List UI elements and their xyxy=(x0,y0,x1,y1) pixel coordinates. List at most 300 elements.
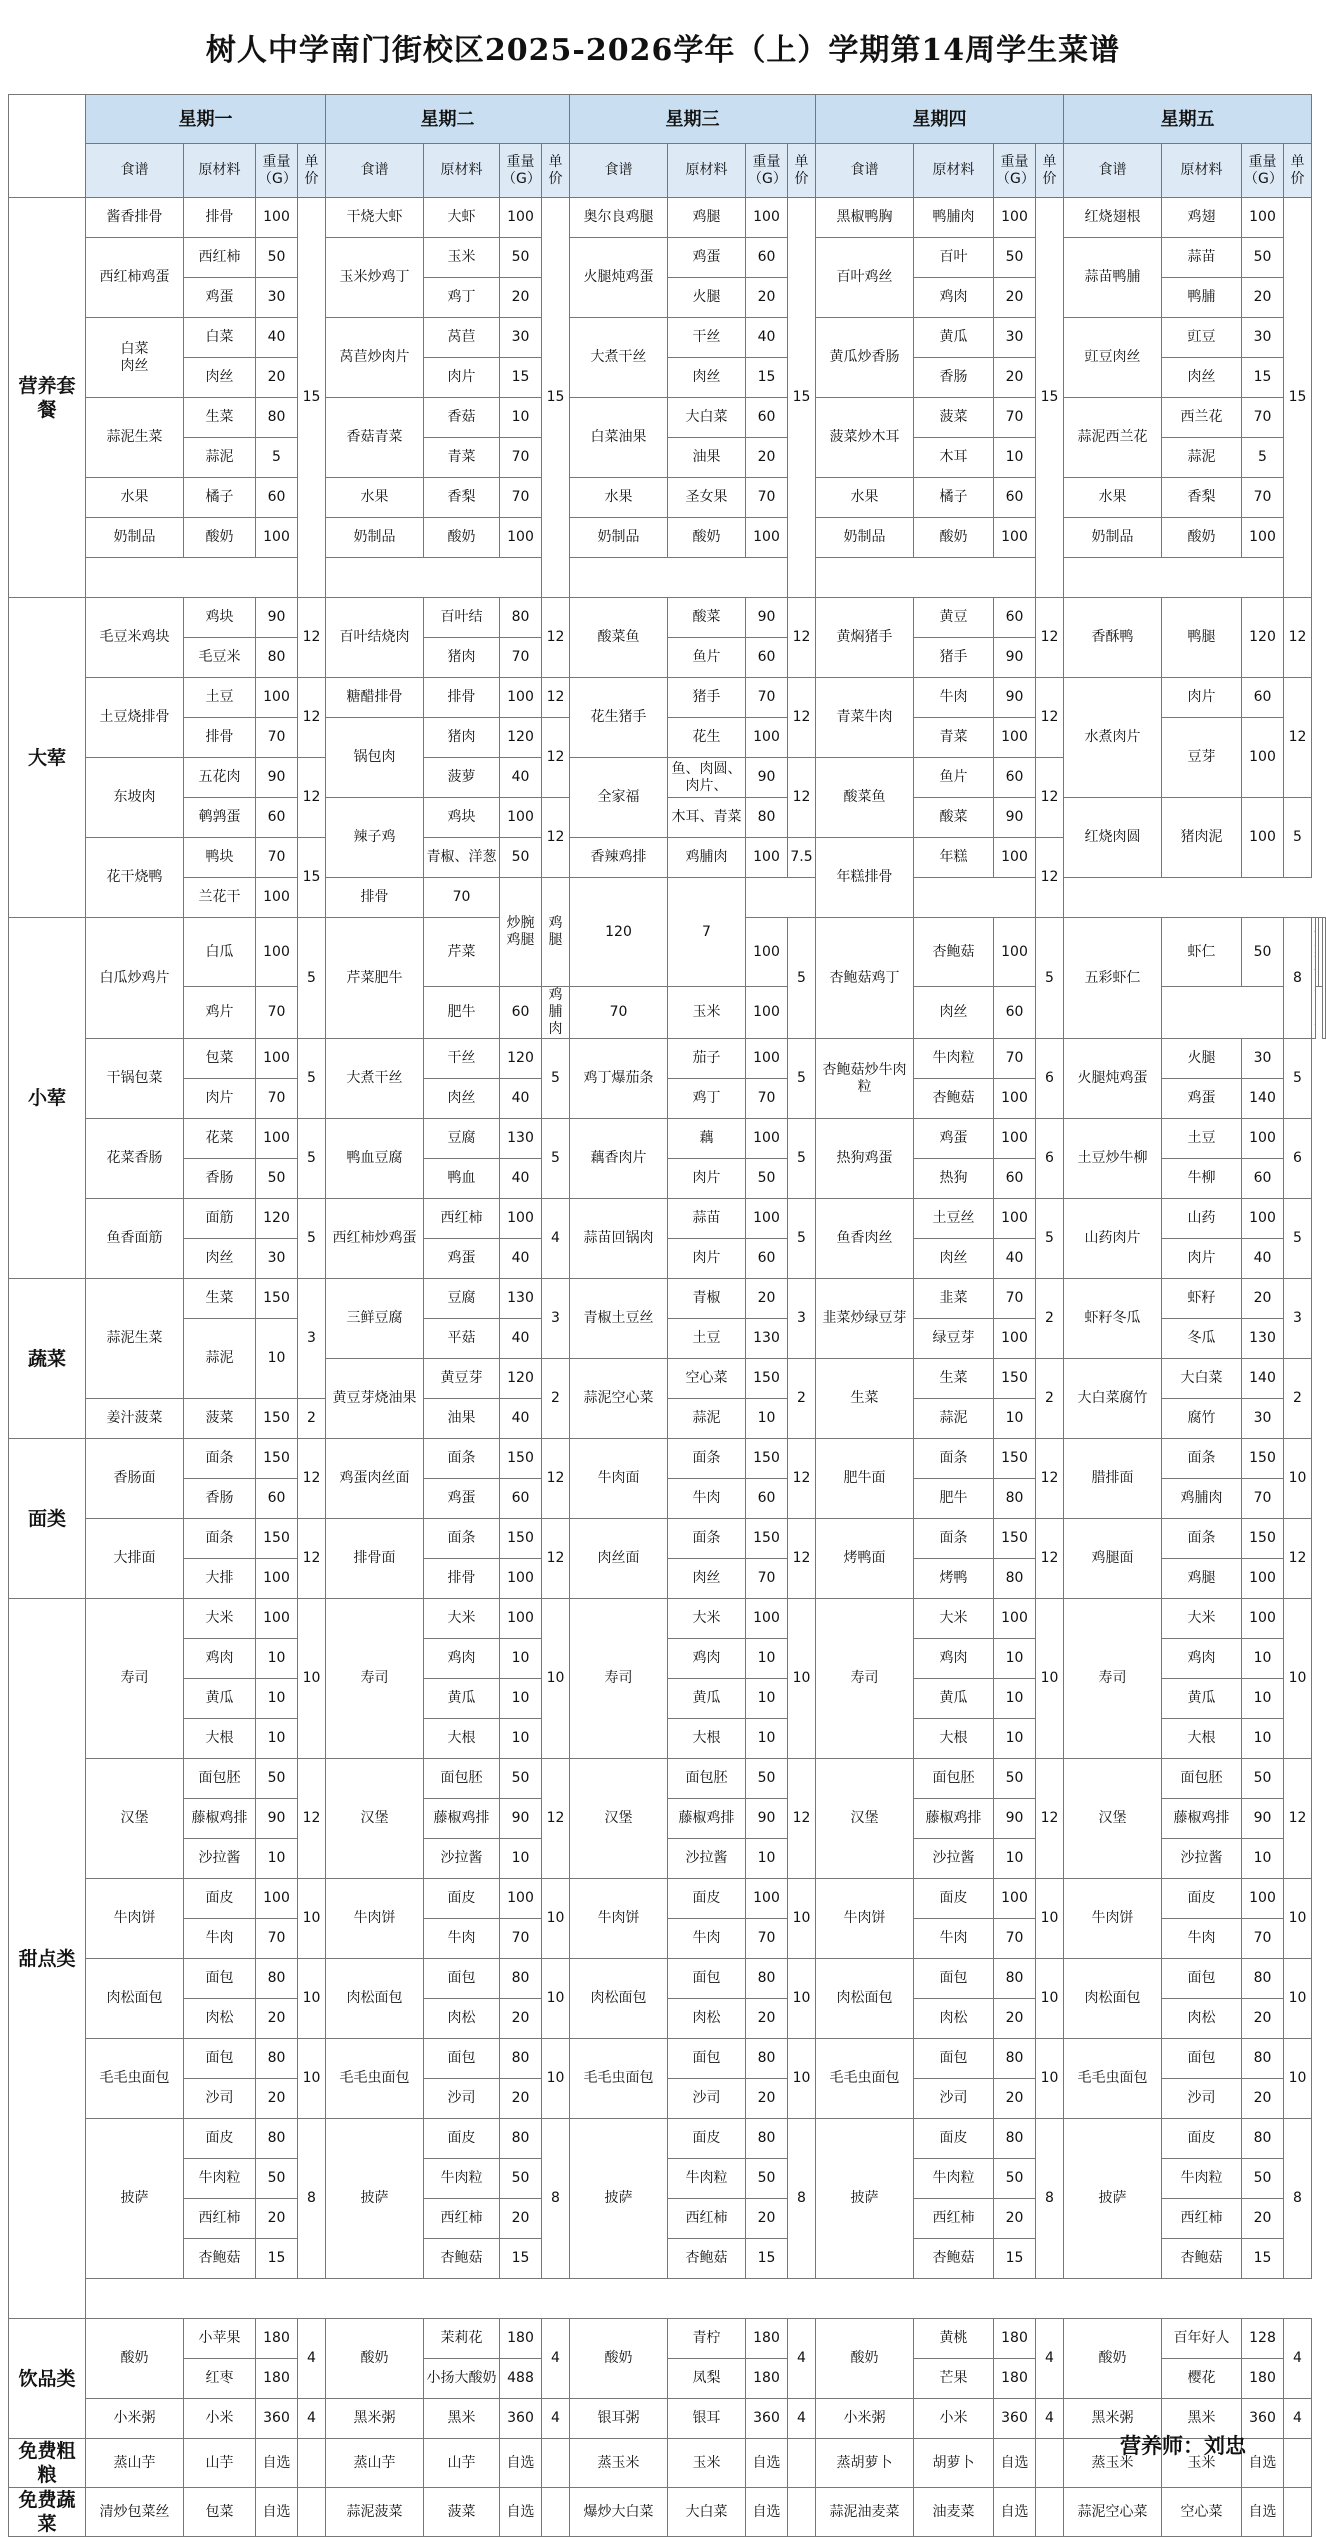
weight-cell: 40 xyxy=(500,1319,542,1359)
dish-name: 肉松面包 xyxy=(1064,1959,1162,2039)
weight-cell: 100 xyxy=(746,718,788,758)
dish-name: 五彩虾仁 xyxy=(1064,918,1162,1039)
weight-cell: 70 xyxy=(570,987,668,1039)
ingredient-cell: 藤椒鸡排 xyxy=(668,1799,746,1839)
weight-cell: 70 xyxy=(746,678,788,718)
weight-cell: 100 xyxy=(1242,1599,1284,1639)
weight-cell: 80 xyxy=(256,1959,298,1999)
ingredient-cell: 百叶 xyxy=(914,238,994,278)
dish-name: 香酥鸭 xyxy=(1064,598,1162,678)
ingredient-cell: 包菜 xyxy=(184,2488,256,2537)
page-title: 树人中学南门街校区2025-2026学年（上）学期第14周学生菜谱 xyxy=(205,33,1121,68)
weight-cell: 70 xyxy=(256,987,298,1039)
weight-cell: 100 xyxy=(256,1879,298,1919)
ingredient-cell: 大米 xyxy=(424,1599,500,1639)
dish-name: 鸡丁爆茄条 xyxy=(570,1039,668,1119)
ingredient-cell: 牛肉粒 xyxy=(914,1039,994,1079)
price-cell: 10 xyxy=(1036,1599,1064,1759)
price-cell: 10 xyxy=(542,1959,570,2039)
dish-name: 毛毛虫面包 xyxy=(86,2039,184,2119)
ingredient-cell: 大米 xyxy=(184,1599,256,1639)
dish-name: 蒜泥菠菜 xyxy=(326,2488,424,2537)
price-cell: 12 xyxy=(1284,678,1312,798)
weight-cell: 90 xyxy=(746,758,788,798)
weight-cell: 180 xyxy=(746,2359,788,2399)
weight-cell: 70 xyxy=(256,1079,298,1119)
dish-name: 糖醋排骨 xyxy=(326,678,424,718)
price-cell: 12 xyxy=(542,718,570,798)
dish-name: 寿司 xyxy=(570,1599,668,1759)
price-cell: 7.5 xyxy=(788,838,816,878)
ingredient-cell: 沙拉酱 xyxy=(1162,1839,1242,1879)
category-label: 营养套餐 xyxy=(9,198,86,598)
dish-name: 黑米粥 xyxy=(1064,2399,1162,2439)
weight-cell: 50 xyxy=(500,238,542,278)
ingredient-cell: 鸡肉 xyxy=(184,1639,256,1679)
dish-name: 虾籽冬瓜 xyxy=(1064,1279,1162,1359)
subheader-ingredient: 原材料 xyxy=(914,144,994,198)
weight-cell: 20 xyxy=(994,2199,1036,2239)
weight-cell: 60 xyxy=(746,1239,788,1279)
ingredient-cell: 肉丝 xyxy=(914,987,994,1039)
ingredient-cell: 大根 xyxy=(668,1719,746,1759)
price-cell: 2 xyxy=(298,1399,326,1439)
ingredient-cell: 鸡蛋 xyxy=(424,1239,500,1279)
weight-cell: 70 xyxy=(256,838,298,878)
ingredient-cell: 鱼片 xyxy=(668,638,746,678)
weight-cell: 90 xyxy=(994,638,1036,678)
ingredient-cell: 山芋 xyxy=(184,2439,256,2488)
ingredient-cell: 肉松 xyxy=(1162,1999,1242,2039)
table-row xyxy=(9,518,1326,558)
ingredient-cell: 蒜苗 xyxy=(668,1199,746,1239)
price-cell: 5 xyxy=(788,1039,816,1119)
ingredient-cell: 大根 xyxy=(1162,1719,1242,1759)
weight-cell: 150 xyxy=(746,1439,788,1479)
weight-cell: 50 xyxy=(256,2159,298,2199)
dish-name: 汉堡 xyxy=(86,1759,184,1879)
weight-cell: 70 xyxy=(1242,1919,1284,1959)
weight-cell: 60 xyxy=(746,398,788,438)
ingredient-cell: 樱花 xyxy=(1162,2359,1242,2399)
ingredient-cell: 杏鲍菇 xyxy=(184,2239,256,2279)
weight-cell: 40 xyxy=(994,1239,1036,1279)
weight-cell: 60 xyxy=(256,798,298,838)
dish-name: 蒜泥西兰花 xyxy=(1064,398,1162,478)
price-cell: 12 xyxy=(542,1439,570,1519)
price-cell: 10 xyxy=(1284,1439,1312,1519)
ingredient-cell: 酸奶 xyxy=(184,518,256,558)
weight-cell: 10 xyxy=(746,1639,788,1679)
ingredient-cell: 鸡肉 xyxy=(424,1639,500,1679)
price-cell: 10 xyxy=(1284,2039,1312,2119)
ingredient-cell: 菠菜 xyxy=(914,398,994,438)
category-label: 免费粗粮 xyxy=(9,2439,86,2488)
ingredient-cell: 黄瓜 xyxy=(1162,1679,1242,1719)
weight-cell: 130 xyxy=(500,1279,542,1319)
dish-name: 火腿炖鸡蛋 xyxy=(1064,1039,1162,1119)
ingredient-cell: 肉片 xyxy=(668,1159,746,1199)
ingredient-cell: 黄瓜 xyxy=(184,1679,256,1719)
ingredient-cell: 肉松 xyxy=(184,1999,256,2039)
weight-cell: 10 xyxy=(256,1319,298,1399)
price-cell: 12 xyxy=(298,678,326,758)
table-row xyxy=(9,2319,1326,2359)
weight-cell: 100 xyxy=(256,1599,298,1639)
ingredient-cell: 面条 xyxy=(424,1519,500,1559)
weight-cell: 80 xyxy=(1242,1959,1284,1999)
ingredient-cell: 牛肉 xyxy=(668,1479,746,1519)
weight-cell: 80 xyxy=(500,2119,542,2159)
dish-name: 豇豆肉丝 xyxy=(1064,318,1162,398)
ingredient-cell: 鸡丁 xyxy=(424,278,500,318)
ingredient-cell: 牛肉 xyxy=(424,1919,500,1959)
category-label: 大荤 xyxy=(9,598,86,918)
weight-cell: 自选 xyxy=(1242,2439,1284,2488)
ingredient-cell: 杏鲍菇 xyxy=(914,1079,994,1119)
price-cell: 12 xyxy=(788,1519,816,1599)
ingredient-cell: 黄瓜 xyxy=(424,1679,500,1719)
ingredient-cell: 玉米 xyxy=(668,2439,746,2488)
price-cell: 10 xyxy=(1036,2039,1064,2119)
ingredient-cell: 面皮 xyxy=(914,1879,994,1919)
ingredient-cell: 油麦菜 xyxy=(914,2488,994,2537)
price-cell: 4 xyxy=(542,2319,570,2399)
dish-name: 蒸玉米 xyxy=(1064,2439,1162,2488)
weight-cell: 80 xyxy=(746,2119,788,2159)
ingredient-cell: 鸡蛋 xyxy=(668,238,746,278)
weight-cell: 60 xyxy=(256,1479,298,1519)
ingredient-cell: 豇豆 xyxy=(1162,318,1242,358)
ingredient-cell: 肉片 xyxy=(424,358,500,398)
ingredient-cell: 肉丝 xyxy=(1162,358,1242,398)
weight-cell: 80 xyxy=(256,2119,298,2159)
weight-cell: 100 xyxy=(1242,1559,1284,1599)
weight-cell: 50 xyxy=(1242,238,1284,278)
price-cell: 12 xyxy=(542,1759,570,1879)
price-cell: 10 xyxy=(298,1879,326,1959)
dish-name: 黄瓜炒香肠 xyxy=(816,318,914,398)
ingredient-cell: 虾仁 xyxy=(1162,918,1242,987)
ingredient-cell: 大根 xyxy=(424,1719,500,1759)
ingredient-cell: 黑米 xyxy=(1162,2399,1242,2439)
weight-cell: 70 xyxy=(746,478,788,518)
ingredient-cell: 面皮 xyxy=(1162,1879,1242,1919)
ingredient-cell: 面包 xyxy=(184,1959,256,1999)
ingredient-cell: 生菜 xyxy=(184,1279,256,1319)
ingredient-cell: 面包胚 xyxy=(668,1759,746,1799)
ingredient-cell: 鸡蛋 xyxy=(424,1479,500,1519)
weight-cell: 100 xyxy=(994,838,1036,878)
price-cell: 15 xyxy=(1284,198,1312,598)
price-cell: 12 xyxy=(1036,1439,1064,1519)
weight-cell: 150 xyxy=(256,1519,298,1559)
ingredient-cell: 凤梨 xyxy=(668,2359,746,2399)
weight-cell: 100 xyxy=(994,1319,1036,1359)
dish-name: 花菜香肠 xyxy=(86,1119,184,1199)
weight-cell: 70 xyxy=(256,718,298,758)
weight-cell: 180 xyxy=(994,2359,1036,2399)
weight-cell: 10 xyxy=(994,1719,1036,1759)
ingredient-cell: 排骨 xyxy=(326,878,424,918)
dish-name: 蒜泥生菜 xyxy=(86,398,184,478)
price-cell: 12 xyxy=(298,758,326,838)
price-cell: 15 xyxy=(788,198,816,598)
ingredient-cell: 青柠 xyxy=(668,2319,746,2359)
weight-cell: 自选 xyxy=(746,2439,788,2488)
ingredient-cell: 西红柿 xyxy=(184,2199,256,2239)
ingredient-cell: 肉丝 xyxy=(424,1079,500,1119)
weight-cell: 50 xyxy=(500,1759,542,1799)
price-cell: 10 xyxy=(788,1879,816,1959)
dish-name: 披萨 xyxy=(1064,2119,1162,2279)
day-header: 星期一 xyxy=(86,95,326,144)
ingredient-cell: 鸭脯 xyxy=(1162,278,1242,318)
ingredient-cell: 橘子 xyxy=(914,478,994,518)
ingredient-cell: 西红柿 xyxy=(424,1199,500,1239)
price-cell: 12 xyxy=(1284,598,1312,678)
dish-name: 花生猪手 xyxy=(570,678,668,758)
ingredient-cell: 面条 xyxy=(184,1439,256,1479)
ingredient-cell: 绿豆芽 xyxy=(914,1319,994,1359)
weight-cell: 120 xyxy=(500,1039,542,1079)
ingredient-cell: 大米 xyxy=(1162,1599,1242,1639)
day-header: 星期四 xyxy=(816,95,1064,144)
ingredient-cell: 黑米 xyxy=(424,2399,500,2439)
weight-cell: 40 xyxy=(1242,1239,1284,1279)
weight-cell: 70 xyxy=(746,1079,788,1119)
dish-name: 寿司 xyxy=(326,1599,424,1759)
ingredient-cell: 肉片 xyxy=(668,1239,746,1279)
price-cell xyxy=(788,2439,816,2488)
weight-cell: 15 xyxy=(256,2239,298,2279)
dish-name: 寿司 xyxy=(86,1599,184,1759)
ingredient-cell: 肉松 xyxy=(424,1999,500,2039)
weight-cell: 20 xyxy=(256,2079,298,2119)
dish-name: 牛肉面 xyxy=(570,1439,668,1519)
ingredient-cell: 排骨 xyxy=(424,1559,500,1599)
weight-cell: 150 xyxy=(994,1519,1036,1559)
ingredient-cell: 芒果 xyxy=(914,2359,994,2399)
weight-cell: 10 xyxy=(994,1679,1036,1719)
weight-cell: 80 xyxy=(746,2039,788,2079)
weight-cell: 100 xyxy=(1242,1119,1284,1159)
weight-cell: 100 xyxy=(256,678,298,718)
ingredient-cell: 玉米 xyxy=(1162,2439,1242,2488)
weight-cell: 100 xyxy=(746,918,788,987)
dish-name: 酱香排骨 xyxy=(86,198,184,238)
corner-cell xyxy=(9,95,86,198)
weight-cell: 150 xyxy=(256,1439,298,1479)
ingredient-cell: 面皮 xyxy=(668,1879,746,1919)
weight-cell: 360 xyxy=(994,2399,1036,2439)
weight-cell: 100 xyxy=(256,1119,298,1159)
weight-cell: 20 xyxy=(746,438,788,478)
table-row xyxy=(9,318,1326,358)
weight-cell: 10 xyxy=(500,398,542,438)
weight-cell: 130 xyxy=(746,1319,788,1359)
ingredient-cell: 牛肉 xyxy=(914,1919,994,1959)
price-cell: 8 xyxy=(1284,2119,1312,2279)
ingredient-cell: 猪手 xyxy=(914,638,994,678)
ingredient-cell: 猪手 xyxy=(668,678,746,718)
dish-name: 鸡蛋肉丝面 xyxy=(326,1439,424,1519)
dish-name: 藕香肉片 xyxy=(570,1119,668,1199)
table-row xyxy=(9,2279,1326,2319)
ingredient-cell: 鸡脯肉 xyxy=(1162,1479,1242,1519)
ingredient-cell: 豆芽 xyxy=(1162,718,1242,798)
weight-cell: 40 xyxy=(500,758,542,798)
day-header: 星期三 xyxy=(570,95,816,144)
ingredient-cell: 西红柿 xyxy=(668,2199,746,2239)
weight-cell: 90 xyxy=(256,1799,298,1839)
table-row xyxy=(9,878,1326,918)
weight-cell: 15 xyxy=(1242,358,1284,398)
weight-cell: 80 xyxy=(256,638,298,678)
ingredient-cell: 白瓜 xyxy=(184,918,256,987)
dish-name: 玉米炒鸡丁 xyxy=(326,238,424,318)
dish-name: 披萨 xyxy=(570,2119,668,2279)
table-row xyxy=(9,1199,1326,1239)
price-cell: 12 xyxy=(298,1759,326,1879)
price-cell: 4 xyxy=(1284,2319,1312,2399)
ingredient-cell: 杏鲍菇 xyxy=(914,918,994,987)
ingredient-cell: 面条 xyxy=(914,1519,994,1559)
weight-cell: 60 xyxy=(256,478,298,518)
weight-cell: 70 xyxy=(500,438,542,478)
price-cell: 5 xyxy=(298,1199,326,1279)
weight-cell: 80 xyxy=(1242,2119,1284,2159)
table-row xyxy=(9,1599,1326,1639)
ingredient-cell: 腐竹 xyxy=(1162,1399,1242,1439)
dish-name: 水煮肉片 xyxy=(1064,678,1162,798)
price-cell xyxy=(1322,918,1326,1039)
ingredient-cell: 鸭块 xyxy=(184,838,256,878)
ingredient-cell: 猪肉 xyxy=(424,638,500,678)
dish-name: 清炒包菜丝 xyxy=(86,2488,184,2537)
subheader-ingredient: 原材料 xyxy=(668,144,746,198)
dish-name: 水果 xyxy=(326,478,424,518)
ingredient-cell: 西红柿 xyxy=(1162,2199,1242,2239)
price-cell: 10 xyxy=(788,1959,816,2039)
ingredient-cell: 鸭腿 xyxy=(1162,598,1242,678)
price-cell: 12 xyxy=(1036,838,1064,918)
table-row xyxy=(9,478,1326,518)
weight-cell: 100 xyxy=(746,198,788,238)
weight-cell: 60 xyxy=(500,1479,542,1519)
ingredient-cell: 肉丝 xyxy=(668,358,746,398)
ingredient-cell: 兰花干 xyxy=(184,878,256,918)
weight-cell: 50 xyxy=(500,838,542,878)
dish-name: 牛肉饼 xyxy=(1064,1879,1162,1959)
weight-cell: 70 xyxy=(500,1919,542,1959)
ingredient-cell: 芹菜 xyxy=(424,918,500,987)
subheader-ingredient: 原材料 xyxy=(424,144,500,198)
ingredient-cell: 沙拉酱 xyxy=(184,1839,256,1879)
price-cell: 7 xyxy=(668,878,746,987)
ingredient-cell: 干丝 xyxy=(668,318,746,358)
weight-cell: 20 xyxy=(1242,278,1284,318)
weight-cell: 5 xyxy=(1242,438,1284,478)
weight-cell: 130 xyxy=(1242,1319,1284,1359)
price-cell: 10 xyxy=(1284,1599,1312,1759)
price-cell: 10 xyxy=(1284,1959,1312,2039)
price-cell: 5 xyxy=(298,1039,326,1119)
dish-name: 酸奶 xyxy=(1064,2319,1162,2399)
weight-cell: 自选 xyxy=(746,2488,788,2537)
ingredient-cell: 油果 xyxy=(668,438,746,478)
price-cell: 8 xyxy=(788,2119,816,2279)
dish-name: 韭菜炒绿豆芽 xyxy=(816,1279,914,1359)
dish-name: 毛豆米鸡块 xyxy=(86,598,184,678)
dish-name: 汉堡 xyxy=(1064,1759,1162,1879)
ingredient-cell: 花生 xyxy=(668,718,746,758)
dish-name: 香辣鸡排 xyxy=(570,838,668,878)
weight-cell: 50 xyxy=(746,1159,788,1199)
ingredient-cell xyxy=(1315,918,1319,987)
ingredient-cell: 杏鲍菇 xyxy=(424,2239,500,2279)
weight-cell: 360 xyxy=(746,2399,788,2439)
price-cell: 5 xyxy=(788,1199,816,1279)
price-cell: 10 xyxy=(1036,1959,1064,2039)
ingredient-cell: 排骨 xyxy=(424,678,500,718)
ingredient-cell: 面条 xyxy=(1162,1439,1242,1479)
table-row xyxy=(9,1959,1326,1999)
weight-cell: 100 xyxy=(994,1879,1036,1919)
ingredient-cell: 黄豆芽 xyxy=(424,1359,500,1399)
ingredient-cell: 油果 xyxy=(424,1399,500,1439)
weight-cell: 100 xyxy=(256,1559,298,1599)
price-cell: 2 xyxy=(542,1359,570,1439)
weight-cell: 30 xyxy=(1242,318,1284,358)
price-cell: 5 xyxy=(1036,918,1064,1039)
dish-name: 汉堡 xyxy=(570,1759,668,1879)
weight-cell: 50 xyxy=(256,1159,298,1199)
weight-cell: 100 xyxy=(500,798,542,838)
table-row xyxy=(9,2119,1326,2159)
ingredient-cell: 牛肉粒 xyxy=(668,2159,746,2199)
ingredient-cell: 小米 xyxy=(914,2399,994,2439)
dish-name: 鸭血豆腐 xyxy=(326,1119,424,1199)
subheader-weight: 重量（G） xyxy=(1242,144,1284,198)
weight-cell: 100 xyxy=(1242,798,1284,878)
dish-name: 蒸山芋 xyxy=(86,2439,184,2488)
ingredient-cell: 藕 xyxy=(668,1119,746,1159)
weight-cell: 10 xyxy=(746,1839,788,1879)
subheader-price: 单价 xyxy=(298,144,326,198)
ingredient-cell: 牛肉粒 xyxy=(424,2159,500,2199)
ingredient-cell: 面皮 xyxy=(1162,2119,1242,2159)
weight-cell: 80 xyxy=(256,398,298,438)
table-row xyxy=(9,198,1326,238)
ingredient-cell: 肉丝 xyxy=(184,1239,256,1279)
weight-cell: 120 xyxy=(570,878,668,987)
price-cell: 4 xyxy=(298,2399,326,2439)
dish-name: 百叶鸡丝 xyxy=(816,238,914,318)
ingredient-cell: 鱼片 xyxy=(914,758,994,798)
ingredient-cell: 面皮 xyxy=(668,2119,746,2159)
ingredient-cell: 面包胚 xyxy=(424,1759,500,1799)
weight-cell: 70 xyxy=(500,638,542,678)
ingredient-cell: 酸奶 xyxy=(1162,518,1242,558)
dish-name: 蒜泥生菜 xyxy=(86,1279,184,1399)
weight-cell: 10 xyxy=(256,1639,298,1679)
ingredient-cell: 茉莉花 xyxy=(424,2319,500,2359)
price-cell: 2 xyxy=(1284,1359,1312,1439)
ingredient-cell: 牛肉粒 xyxy=(914,2159,994,2199)
ingredient-cell: 大白菜 xyxy=(668,2488,746,2537)
weight-cell: 40 xyxy=(500,1239,542,1279)
